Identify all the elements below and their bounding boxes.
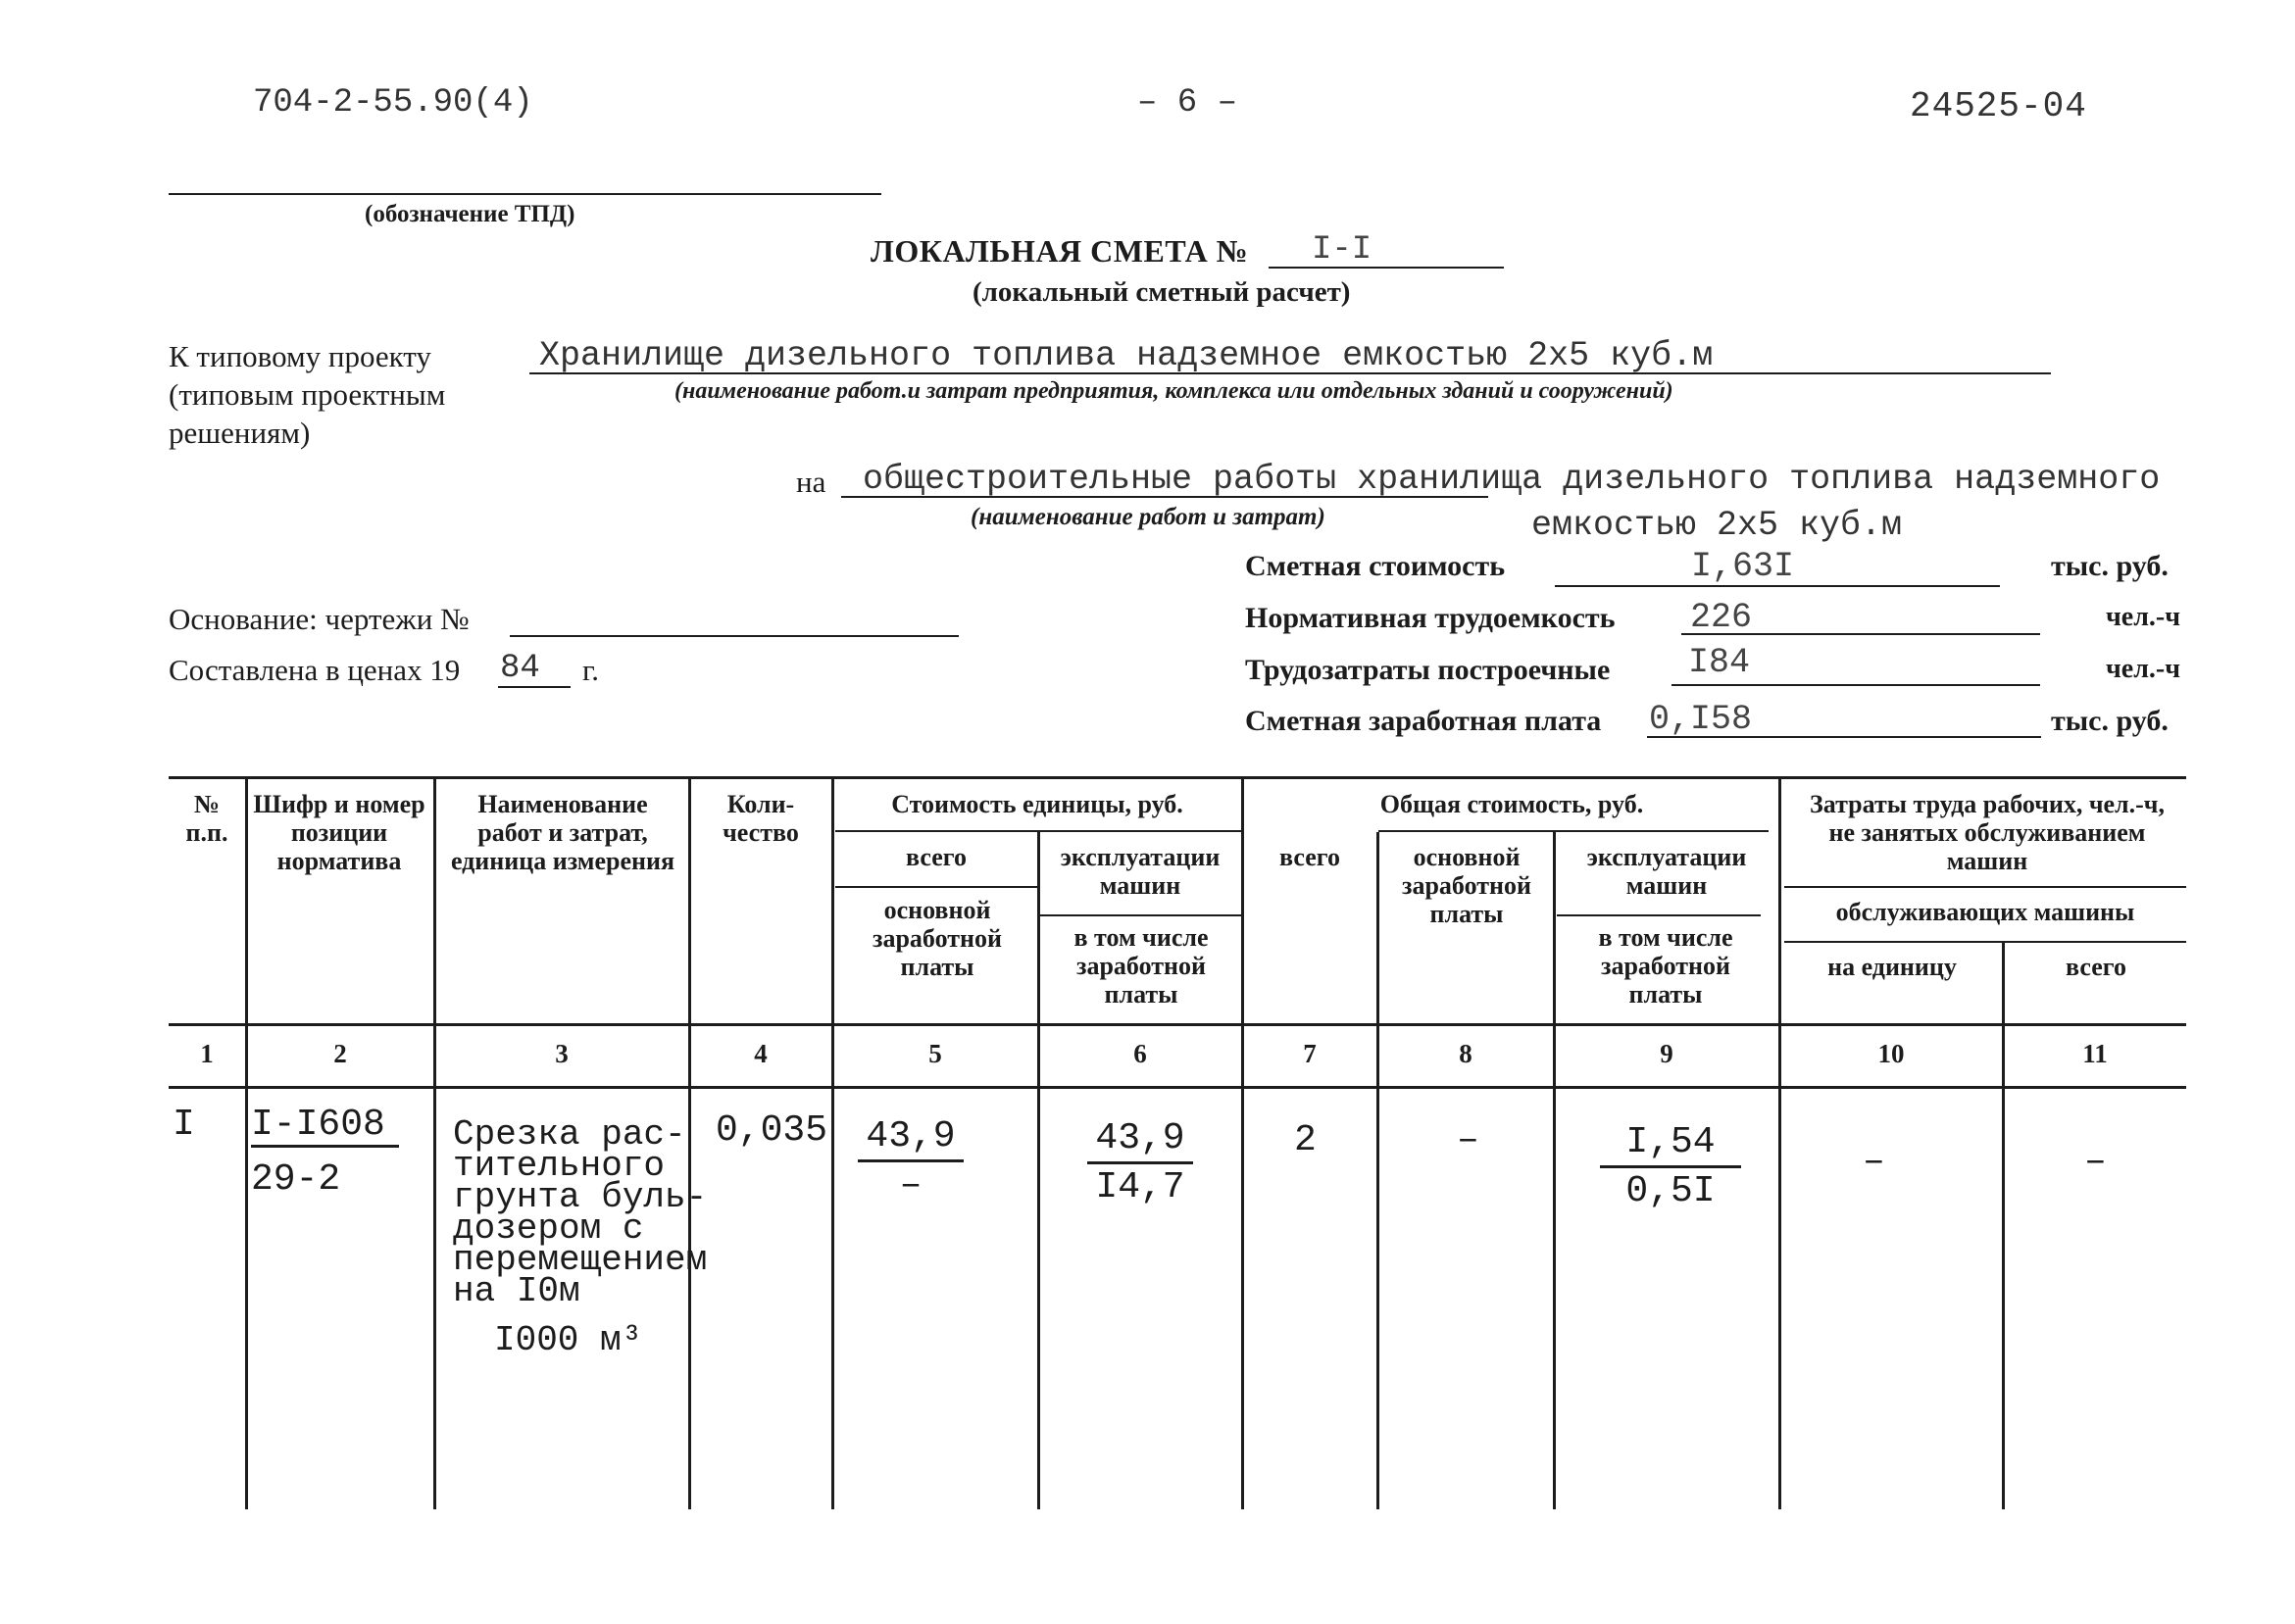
- colnum-1: 1: [200, 1039, 214, 1068]
- colnum-4: 4: [754, 1039, 768, 1068]
- header-num: № п.п.: [185, 790, 228, 847]
- colnum-11: 11: [2082, 1039, 2108, 1068]
- row-unit-machines-top: 43,9: [1087, 1117, 1192, 1164]
- prices-suffix: г.: [582, 653, 599, 687]
- header-total-basic-wage: основной заработной платы: [1402, 843, 1531, 928]
- row-unit-total-bottom: –: [899, 1164, 923, 1206]
- table-top-rule: [169, 776, 2186, 779]
- header-labor-per-unit: на единицу: [1827, 953, 1957, 981]
- col-border-6: [1241, 776, 1244, 1509]
- page-number: – 6 –: [1137, 84, 1238, 122]
- prices-year: 84: [500, 650, 540, 687]
- col-border-8: [1553, 832, 1556, 1509]
- document-code: 704-2-55.90(4): [253, 84, 533, 122]
- row-work-name: Срезка рас- тительного грунта буль- дозером с перемещением на I0м: [453, 1114, 708, 1311]
- summary-value-labor: 226: [1690, 598, 1753, 637]
- project-underline: [529, 372, 2051, 374]
- col-border-9: [1778, 776, 1781, 1509]
- summary-value-cost: I,63I: [1691, 547, 1795, 586]
- basis-label: Основание: чертежи №: [169, 602, 470, 636]
- colnum-6: 6: [1133, 1039, 1147, 1068]
- colnum-7: 7: [1303, 1039, 1317, 1068]
- col-border-10: [2002, 943, 2005, 1509]
- summary-line-site-labor: [1671, 684, 2040, 686]
- estimate-title: ЛОКАЛЬНАЯ СМЕТА №: [871, 233, 1249, 269]
- row-quantity: 0,035: [716, 1109, 828, 1152]
- rule-labor-machines-split: [1784, 941, 2186, 943]
- row-unit-machines: [1039, 1117, 1241, 1208]
- rule-total-cost-top: [1378, 830, 1769, 832]
- col-border-2: [433, 776, 436, 1509]
- header-total-cost: Общая стоимость, руб.: [1379, 790, 1644, 818]
- rule-unit-machines-split: [1039, 914, 1243, 916]
- header-labor-total: всего: [2066, 953, 2126, 981]
- row-unit-total: [833, 1115, 988, 1206]
- summary-line-cost: [1555, 585, 2000, 587]
- header-labor-machines: обслуживающих машины: [1835, 898, 2135, 926]
- summary-unit-cost: тыс. руб.: [2051, 550, 2169, 582]
- colnum-3: 3: [555, 1039, 569, 1068]
- header-name: Наименование работ и затрат, единица измерения: [450, 790, 675, 875]
- colnum-10: 10: [1877, 1039, 1905, 1068]
- header-total-all: всего: [1279, 843, 1340, 871]
- header-unit-basic-wage: основной заработной платы: [873, 896, 1002, 981]
- row-num: I: [173, 1104, 195, 1146]
- row-total-all: 2: [1294, 1119, 1317, 1161]
- colnum-5: 5: [928, 1039, 942, 1068]
- row-total-machines-bottom: 0,5I: [1625, 1170, 1716, 1212]
- summary-label-labor: Нормативная трудоемкость: [1245, 602, 1616, 634]
- works-caption: (наименование работ и затрат): [971, 504, 1325, 530]
- row-code-top: I-I608: [251, 1106, 399, 1148]
- works-prefix: на: [796, 465, 826, 499]
- summary-value-wage: 0,I58: [1649, 700, 1753, 739]
- works-name: общестроительные работы хранилища дизельного топлива надземного: [863, 460, 2161, 499]
- row-unit: I000 м³: [494, 1320, 643, 1360]
- tpd-underline: [169, 193, 881, 195]
- estimate-subtitle: (локальный сметный расчет): [973, 276, 1351, 308]
- row-total-machines: [1563, 1121, 1778, 1212]
- row-unit-total-top: 43,9: [858, 1115, 963, 1162]
- project-name: Хранилище дизельного топлива надземное емкостью 2х5 куб.м: [539, 336, 1714, 375]
- rule-header-bottom: [169, 1023, 2186, 1026]
- colnum-9: 9: [1660, 1039, 1673, 1068]
- works-name-continued: емкостью 2х5 куб.м: [1531, 506, 1903, 545]
- header-unit-total: всего: [906, 843, 967, 871]
- project-label: К типовому проекту (типовым проектным решениям): [169, 339, 446, 450]
- rule-numbers-bottom: [169, 1086, 2186, 1089]
- rule-labor-split: [1784, 886, 2186, 888]
- header-unit-machines: эксплуатации машин: [1060, 843, 1221, 900]
- row-total-machines-top: I,54: [1600, 1121, 1740, 1168]
- summary-unit-labor: чел.-ч: [2106, 602, 2181, 632]
- colnum-8: 8: [1459, 1039, 1472, 1068]
- tpd-caption: (обозначение ТПД): [365, 201, 575, 227]
- estimate-number: I-I: [1312, 231, 1372, 269]
- header-labor: Затраты труда рабочих, чел.-ч, не занятых обслуживанием машин: [1810, 790, 2165, 875]
- inventory-number: 24525-04: [1910, 86, 2087, 126]
- header-total-machines: эксплуатации машин: [1586, 843, 1747, 900]
- summary-unit-wage: тыс. руб.: [2051, 705, 2169, 737]
- prices-label: Составлена в ценах 19: [169, 653, 461, 687]
- works-underline: [841, 496, 1488, 498]
- row-labor-total: –: [2084, 1141, 2107, 1183]
- rule-unit-total-split: [835, 886, 1037, 888]
- col-border-1: [245, 776, 248, 1509]
- summary-label-cost: Сметная стоимость: [1245, 550, 1506, 582]
- colnum-2: 2: [333, 1039, 347, 1068]
- summary-line-wage: [1647, 736, 2041, 738]
- summary-unit-site-labor: чел.-ч: [2106, 654, 2181, 684]
- prices-year-underline: [498, 686, 571, 688]
- row-total-basic-wage: –: [1457, 1119, 1479, 1161]
- row-unit-machines-bottom: I4,7: [1095, 1166, 1185, 1208]
- summary-label-wage: Сметная заработная плата: [1245, 705, 1602, 737]
- basis-underline: [510, 635, 959, 637]
- header-quantity: Коли-чество: [723, 790, 799, 847]
- project-caption: (наименование работ.и затрат предприятия, комплекса или отдельных зданий и сооружений): [674, 378, 1673, 404]
- rule-total-machines-split: [1557, 914, 1761, 916]
- estimate-number-underline: [1269, 267, 1504, 269]
- header-total-machines-wage: в том числе заработной платы: [1598, 923, 1733, 1009]
- header-unit-machines-wage: в том числе заработной платы: [1073, 923, 1209, 1009]
- col-border-7: [1376, 832, 1379, 1509]
- row-code-bottom: 29-2: [251, 1158, 341, 1201]
- summary-label-site-labor: Трудозатраты построечные: [1245, 654, 1611, 686]
- summary-line-labor: [1681, 633, 2040, 635]
- summary-value-site-labor: I84: [1688, 643, 1751, 682]
- row-labor-per-unit: –: [1863, 1141, 1885, 1183]
- header-unit-cost: Стоимость единицы, руб.: [891, 790, 1183, 818]
- header-code: Шифр и номер позиции норматива: [253, 790, 425, 875]
